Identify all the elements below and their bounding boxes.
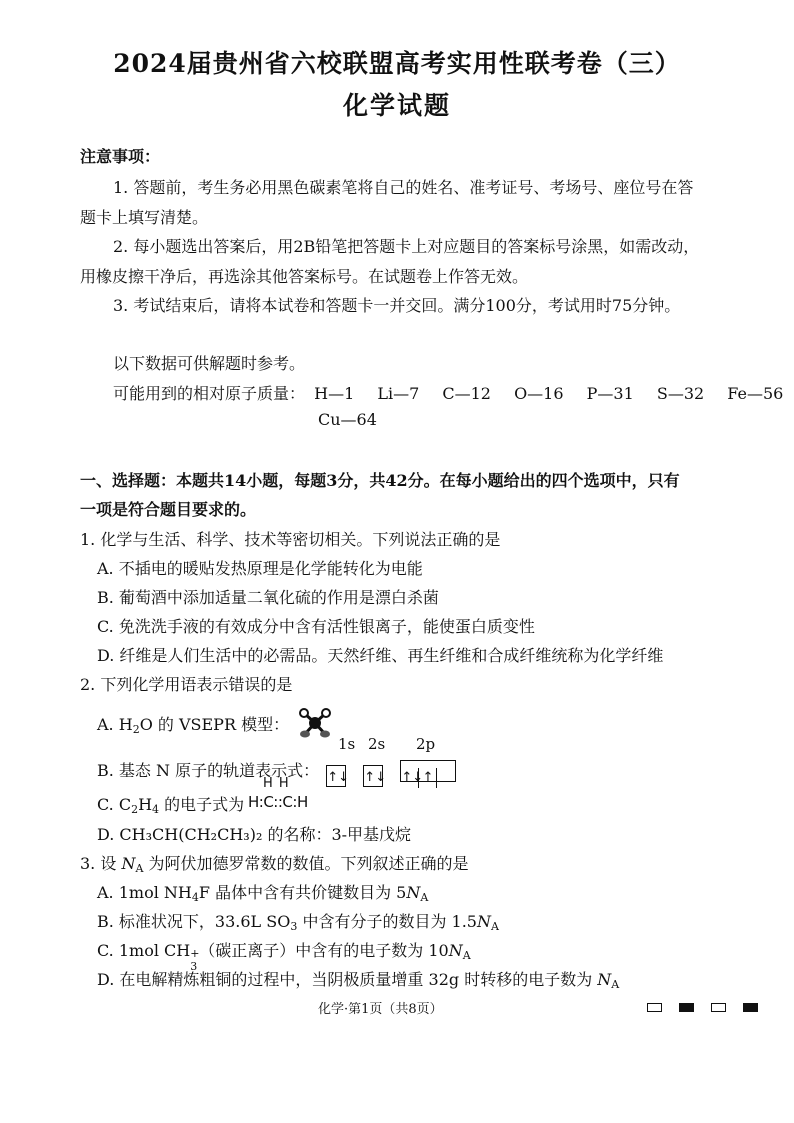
q3-na-sub: A [135,862,144,875]
q2a-suffix: O 的 VSEPR 模型： [139,715,290,734]
q3b-sub: 3 [290,920,298,933]
mass-cu: Cu—64 [318,410,377,429]
note-1-line-1: 1. 答题前，考生务必用黑色碳素笔将自己的姓名、准考证号、考场号、座位号在答 [113,178,694,197]
q3d-prefix: D. 在电解精炼粗铜的过程中，当阴极质量增重 32g 时转移的电子数为 [97,970,598,989]
q3c-na: N [448,941,463,960]
section-1-heading-line-2: 一项是符合题目要求的。 [80,500,257,519]
q3b-mid: 中含有分子的数目为 1.5 [297,912,477,931]
q3d-na-sub: A [611,978,620,991]
question-2-stem: 2. 下列化学用语表示错误的是 [80,675,293,694]
footer-hollow-mark-1 [647,1003,662,1012]
q2c-suffix: 的电子式为 [159,795,245,814]
mass-o: O—16 [514,384,564,403]
orbital-label-1s: 1s [338,735,356,753]
note-3: 3. 考试结束后，请将本试卷和答题卡一并交回。满分100分，考试用时75分钟。 [113,296,681,315]
orbital-label-2p: 2p [416,735,436,753]
question-3-option-b [97,909,499,933]
q2a-prefix: A. H [97,715,133,734]
q2c-prefix: C. C [97,795,132,814]
note-1-line-2: 题卡上填写清楚。 [80,208,209,227]
mass-fe: Fe—56 [727,384,784,403]
question-3-option-d [97,967,619,991]
question-1-option-b: B. 葡萄酒中添加适量二氧化硫的作用是漂白杀菌 [97,588,439,607]
q3-stem-prefix: 3. 设 [80,854,122,873]
atomic-masses [113,381,783,404]
question-2-option-a [97,708,332,742]
q3c-sub: 3 [190,960,198,973]
q3c-sup: + [190,947,200,960]
q2c-sub2: 4 [152,803,160,816]
orbital-2s-box [363,765,387,787]
orbital-1s-box [326,765,349,787]
q3b-prefix: B. 标准状况下，33.6L SO [97,912,291,931]
q2a-sub: 2 [132,723,140,736]
orbital-label-2s: 2s [368,735,386,753]
page-footer: 化学·第1页（共8页） [318,1002,443,1017]
q3-na: N [121,854,136,873]
q3a-prefix: A. 1mol NH [97,883,192,902]
mass-li: Li—7 [377,384,420,403]
lewis-top-hydrogens: H H [263,776,290,791]
footer-hollow-mark-2 [711,1003,726,1012]
note-2-line-2: 用橡皮擦干净后，再选涂其他答案标号。在试题卷上作答无效。 [80,267,529,286]
q3b-na-sub: A [490,920,499,933]
q3a-na: N [406,883,421,902]
q3a-mid: F 晶体中含有共价键数目为 5 [198,883,407,902]
q3c-prefix: C. 1mol CH [97,941,191,960]
q2c-mid: H [138,795,153,814]
question-2-option-d: D. CH₃CH(CH₂CH₃)₂ 的名称：3-甲基戊烷 [97,825,412,844]
q2c-sub1: 2 [131,803,139,816]
exam-subject: 化学试题 [342,91,451,120]
mass-h: H—1 [314,384,355,403]
question-3-option-a [97,880,428,904]
q3b-na: N [476,912,491,931]
q3a-na-sub: A [420,891,429,904]
notes-heading: 注意事项： [80,147,161,166]
q3c-na-sub: A [462,949,471,962]
orbital-2p-cell-1: ↑↓ [401,768,419,788]
q2b-text: B. 基态 N 原子的轨道表示式： [97,761,320,780]
q3a-sub: 4 [191,891,199,904]
atomic-masses-label: 可能用到的相对原子质量： [113,384,306,403]
mass-s: S—32 [656,384,705,403]
q3-stem-suffix: 为阿伏加德罗常数的数值。下列叙述正确的是 [143,854,469,873]
footer-solid-mark-2 [743,1003,758,1012]
question-1-option-d: D. 纤维是人们生活中的必需品。天然纤维、再生纤维和合成纤维统称为化学纤维 [97,646,664,665]
note-2-line-1: 2. 每小题选出答案后，用2B铅笔把答题卡上对应题目的答案标号涂黑，如需改动， [113,237,700,256]
question-3-option-c [97,938,471,973]
exam-title: 2024届贵州省六校联盟高考实用性联考卷（三） [113,49,681,78]
reference-intro: 以下数据可供解题时参考。 [113,354,306,373]
q3d-na: N [597,970,612,989]
section-1-heading-line-1: 一、选择题：本题共14小题，每题3分，共42分。在每小题给出的四个选项中，只有 [80,471,680,490]
lewis-structure: H:C::C:H [248,793,308,811]
orbital-2s-cell: ↑↓ [364,770,387,785]
q3c-mid: （碳正离子）中含有的电子数为 10 [199,941,449,960]
question-1-option-a: A. 不插电的暖贴发热原理是化学能转化为电能 [97,559,423,578]
question-2-option-c [97,792,244,816]
orbital-2p-cell-3 [437,761,455,781]
mass-p: P—31 [586,384,634,403]
question-3-stem [80,851,469,875]
orbital-2p-cell-2: ↑ [419,768,437,788]
vsepr-model-icon [298,708,332,742]
orbital-1s-cell: ↑↓ [327,770,349,785]
question-1-option-c: C. 免洗洗手液的有效成分中含有活性银离子，能使蛋白质变性 [97,617,535,636]
question-1-stem: 1. 化学与生活、科学、技术等密切相关。下列说法正确的是 [80,530,501,549]
orbital-2p-box [400,760,456,785]
mass-c: C—12 [442,384,491,403]
footer-solid-mark-1 [679,1003,694,1012]
